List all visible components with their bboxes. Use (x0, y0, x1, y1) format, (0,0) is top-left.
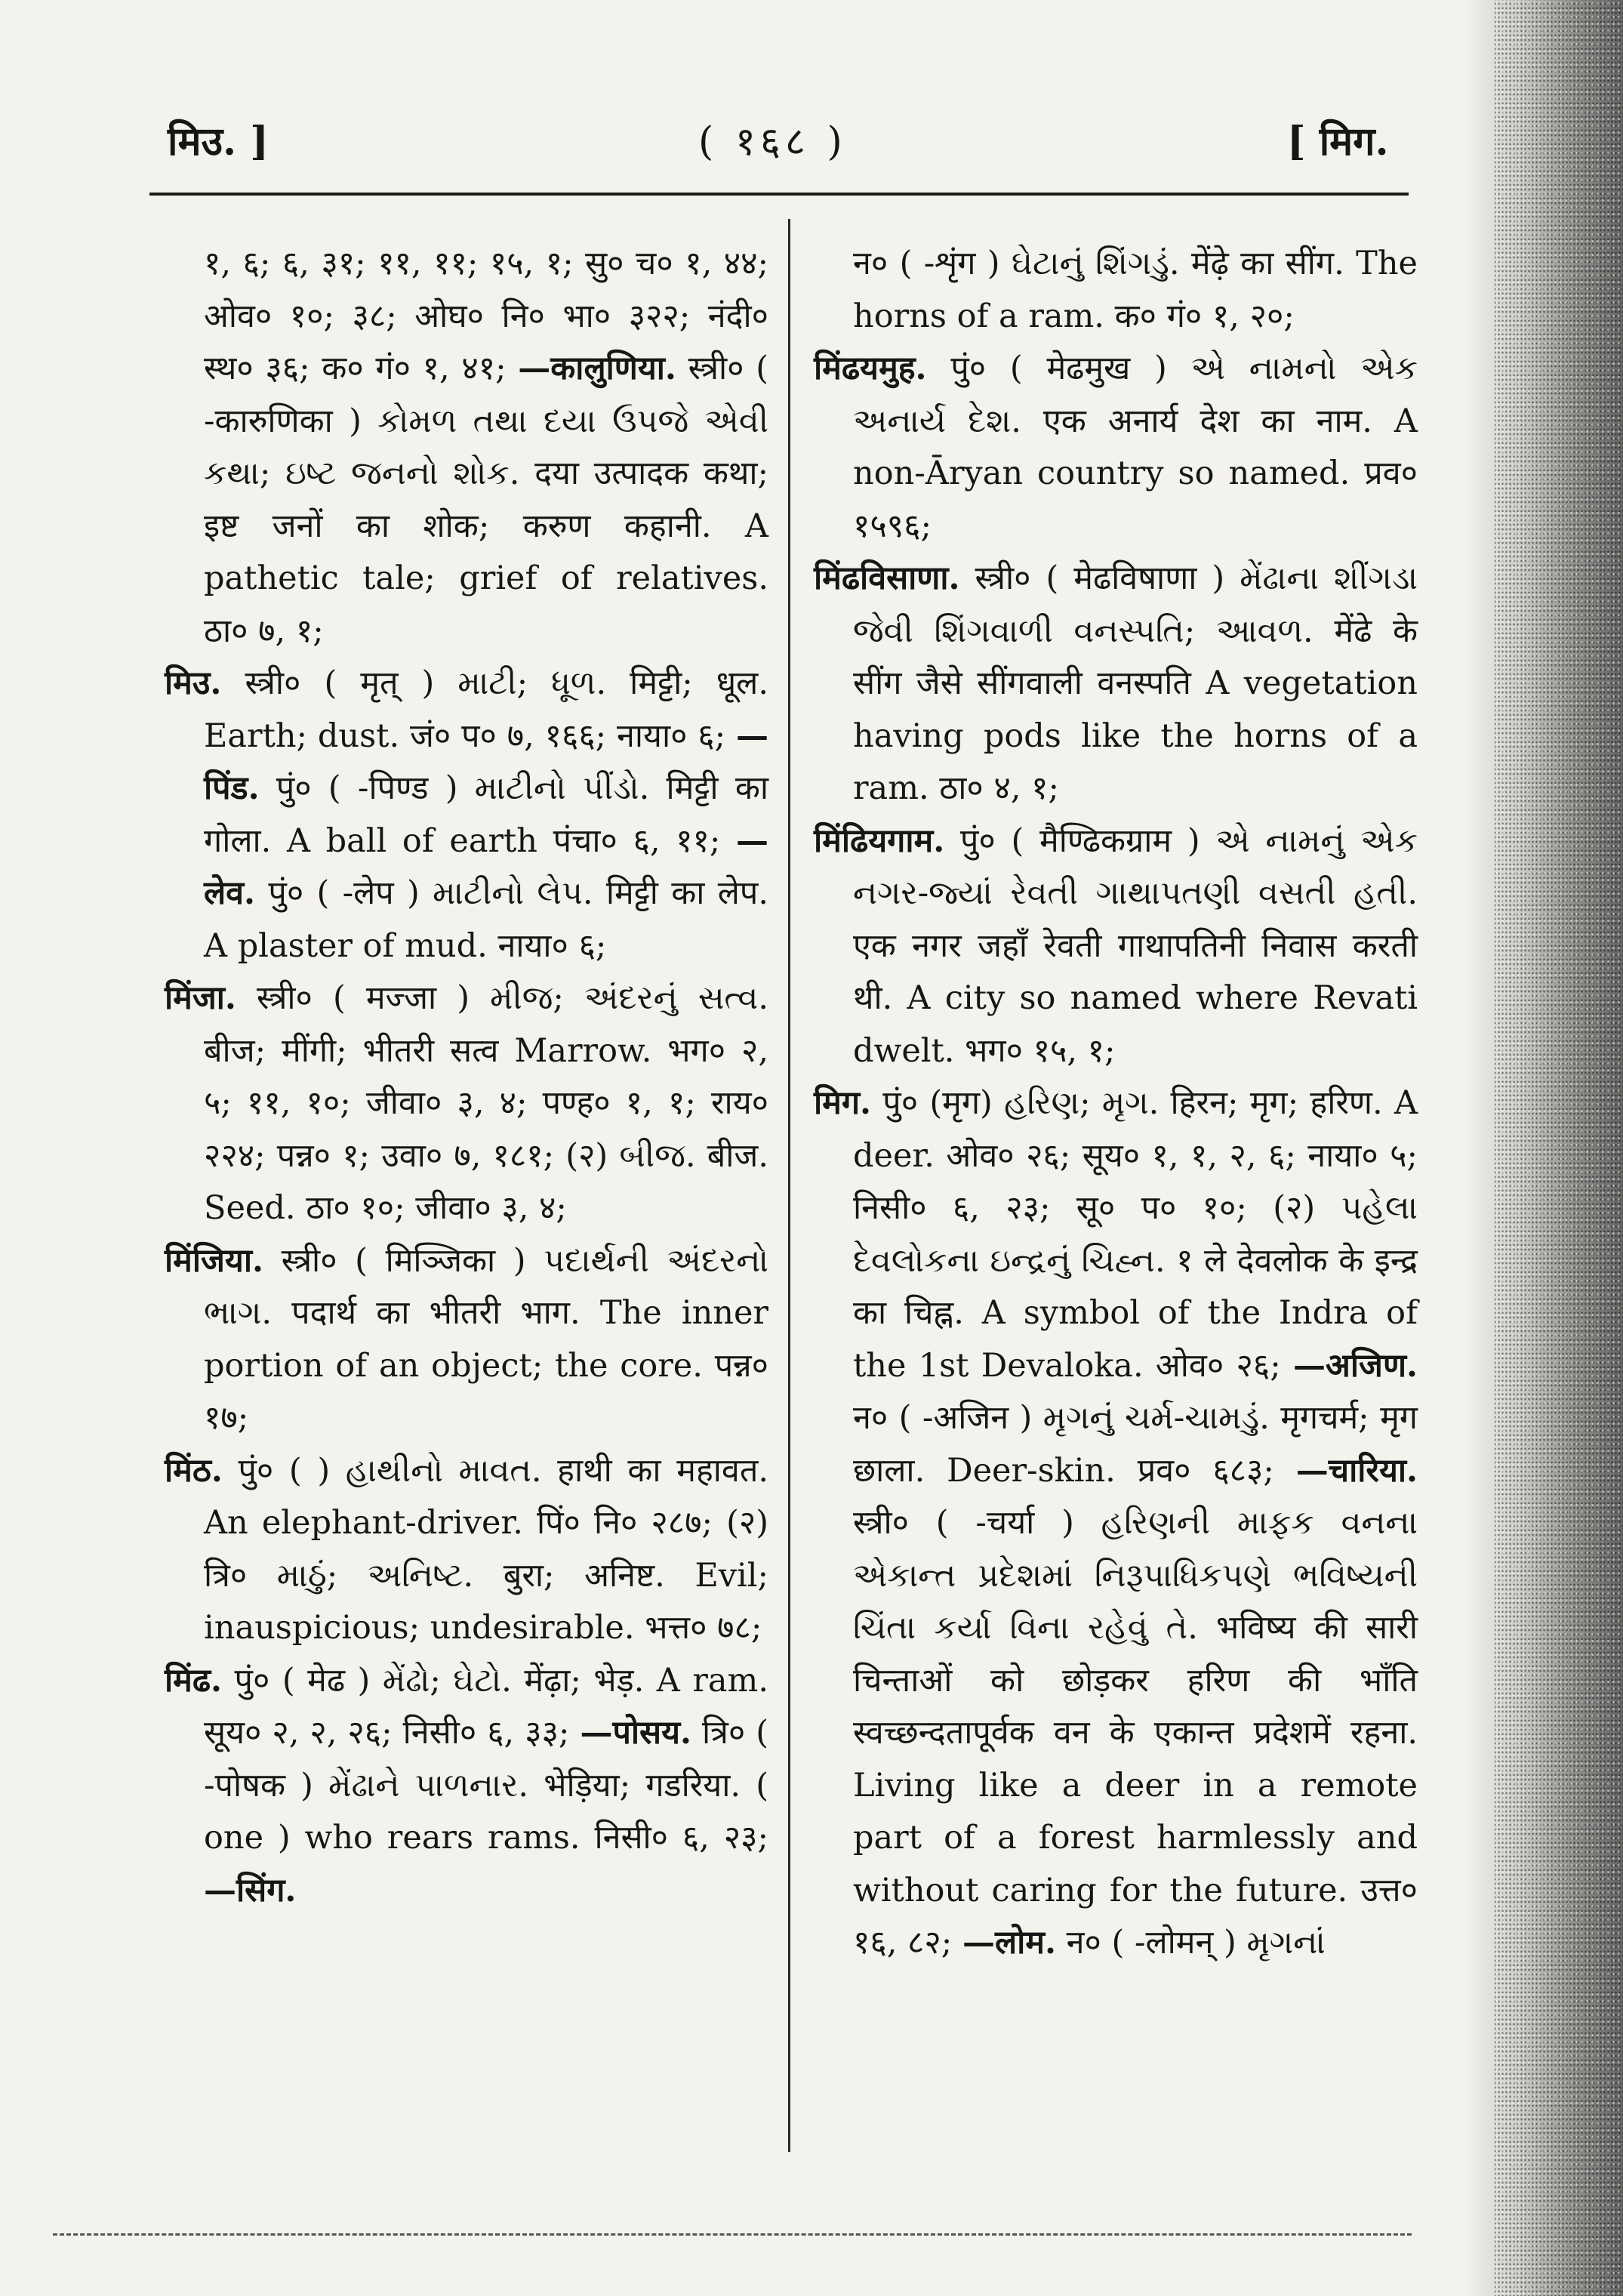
dictionary-entry (814, 815, 1418, 1078)
page-number: ( १६८ ) (698, 119, 847, 165)
sub-entry-text: स्त्री० ( -चर्या ) હરિણની માફક વનના એકાન્ત પ્રદેશમાં નિરૂપાધિકપણે ભવિષ્યની ચિંતા કર્યા વિના રહેવું તે. भविष्य की सारी चिन्ताओं को छोड़कर हरिण की भाँति स्वच्छन्दतापूर्वक वन के एकान्त प्रदेशमें रहना. Living like a deer in a remote part of a forest harmlessly and without caring for the future. उत्त० १६, ८२; (853, 1504, 1418, 1962)
dictionary-entry (165, 658, 768, 972)
sub-entry-text: त्रि० ( -पोषक ) મેંઢાને પાળનાર. भेड़िया; गडरिया. ( one ) who rears rams. निसी० ६, २३; (204, 1714, 768, 1857)
dictionary-entry (165, 972, 768, 1235)
sub-headword: —अजिण. (1293, 1346, 1418, 1385)
sub-headword: —पिंड. (204, 717, 769, 807)
sub-headword: —सिंग. (204, 1871, 297, 1909)
entry-text: पुं० ( मैण्ढिकग्राम ) એ નામનું એક નગર-જ્યાં રેવતી ગાથાપતણી વસતી હતી. एक नगर जहाँ रेवती गाथापतिनी निवास करती थी. A city so named where Revati dwelt. भग० १५, १; (853, 821, 1418, 1070)
headword: मिंढियगाम. (814, 821, 945, 860)
entry-text: स्त्री० ( मज्जा ) મીજ; અંદરનું સત્વ. बीज; मींगी; भीतरी सत्व Marrow. भग० २, ५; ११, १०; जीवा० ३, ४; पण्ह० १, १; राय० २२४; पन्न० १; उवा० ७, १८१; (२) બીજ. बीज. Seed. ठा० १०; जीवा० ३, ४; (204, 979, 768, 1227)
entry-text: पुं० ( मेढमुख ) એ નામનો એક અનાર્ય દેશ. एक अनार्य देश का नाम. A non-Āryan country so named. प्रव० १५९६; (853, 350, 1418, 545)
sub-headword: —लेव. (204, 821, 768, 912)
sub-entry-text: न० ( -लोमन् ) મૃગનાં (1066, 1924, 1326, 1962)
headword: मिंठ. (165, 1451, 223, 1490)
left-column (165, 238, 768, 1917)
entry-text: स्त्री० ( मिञ्जिका ) પદાર્થની અંદરનો ભાગ. पदार्थ का भीतरी भाग. The inner portion of an object; the core. पन्न० १७; (204, 1241, 769, 1437)
dictionary-entry (165, 1445, 768, 1655)
header-rule (149, 193, 1409, 196)
dictionary-entry (165, 1655, 768, 1918)
headword: मिउ. (165, 664, 222, 702)
entry-text: १, ६; ६, ३१; ११, ११; १५, १; सु० च० १, ४४; ओव० १०; ३८; ओघ० नि० भा० ३२२; नंदी० स्थ० ३६; क० गं० १, ४१; (204, 245, 768, 387)
entry-text: स्त्री० ( मेढविषाणा ) મેંઢાના શીંગડા જેવી શિંગવાળી વનસ્પતિ; આવળ. मेंढे के सींग जैसे सींगवाली वनस्पति A vegetation having pods like the horns of a ram. ठा० ४, १; (853, 559, 1418, 807)
entry-text: स्त्री० ( मृत् ) માટી; ધૂળ. मिट्टी; धूल. Earth; dust. जं० प० ७, १६६; नाया० ६; (204, 664, 769, 755)
footer-rule (53, 2233, 1412, 2236)
entry-text: न० ( -शृंग ) ઘેટાનું શિંગડું. मेंढ़े का सींग. The horns of a ram. क० गं० १, २०; (853, 245, 1418, 335)
sub-headword: —कालुणिया. (518, 350, 676, 387)
headword: मिंजा. (165, 979, 236, 1017)
dictionary-entry (814, 1077, 1418, 1970)
dictionary-entry (165, 238, 768, 658)
sub-entry-text: पुं० ( -लेप ) માટીનો લેપ. मिट्टी का लेप. A plaster of mud. नाया० ६; (204, 874, 768, 965)
headword: मिंढ. (165, 1661, 223, 1700)
sub-headword: —चारिया. (1295, 1451, 1418, 1490)
sub-entry-text: स्त्री० ( -कारुणिका ) કોમળ તથા દયા ઉપજે એવી કથા; ઇષ્ટ જનનો શોક. दया उत्पादक कथा; इष्ट जनों का शोक; करुण कहानी. A pathetic tale; grief of relatives. ठा० ७, १; (204, 350, 769, 650)
entry-text: पुं० ( मेढ ) મેંઢો; ઘેટો. मेंढ़ा; भेड़. A ram. सूय० २, २, २६; निसी० ६, ३३; (204, 1661, 769, 1752)
column-divider (788, 219, 790, 2152)
right-column (814, 238, 1418, 1970)
sub-headword: —लोम. (962, 1924, 1056, 1962)
headword: मिग. (814, 1084, 872, 1122)
sub-entry-text: पुं० ( -पिण्ड ) માટીનો પીંડો. मिट्टी का गोला. A ball of earth पंचा० ६, ११; (204, 769, 768, 860)
headword: मिंढविसाणा. (814, 559, 960, 597)
entry-text: पुं० (मृग) હરિણ; મૃગ. हिरन; मृग; हरिण. A deer. ओव० २६; सूय० १, १, २, ६; नाया० ५; निसी० ६, २३; सू० प० १०; (२) પહેલા દેવલોકના ઇન્દ્રનું ચિહ્ન. १ ले देवलोक के इन्द्र का चिह्न. A symbol of the Indra of the 1st Devaloka. ओव० २६; (853, 1084, 1418, 1385)
sub-headword: —पोसय. (580, 1714, 691, 1752)
header-right-guideword: [ मिग. (1287, 119, 1389, 165)
header-left-guideword: मिउ. ] (168, 119, 269, 165)
headword: मिंजिया. (165, 1241, 263, 1280)
dictionary-entry (814, 343, 1418, 553)
page-edge-texture (1495, 0, 1623, 2296)
headword: मिंढयमुह. (814, 350, 927, 387)
dictionary-entry (814, 238, 1418, 343)
dictionary-entry (814, 553, 1418, 815)
entry-text: पुं० ( ) હાથીનો માવત. हाथी का महावत. An elephant-driver. पिं० नि० २८७; (२) त्रि० માઠું; અનિષ્ટ. बुरा; अनिष्ट. Evil; inauspicious; undesirable. भत्त० ७८; (204, 1451, 769, 1647)
sub-entry-text: न० ( -अजिन ) મૃગનું ચર્મ-ચામડું. मृगचर्म; मृग छाला. Deer-skin. प्रव० ६८३; (853, 1399, 1418, 1490)
dictionary-entry (165, 1235, 768, 1445)
